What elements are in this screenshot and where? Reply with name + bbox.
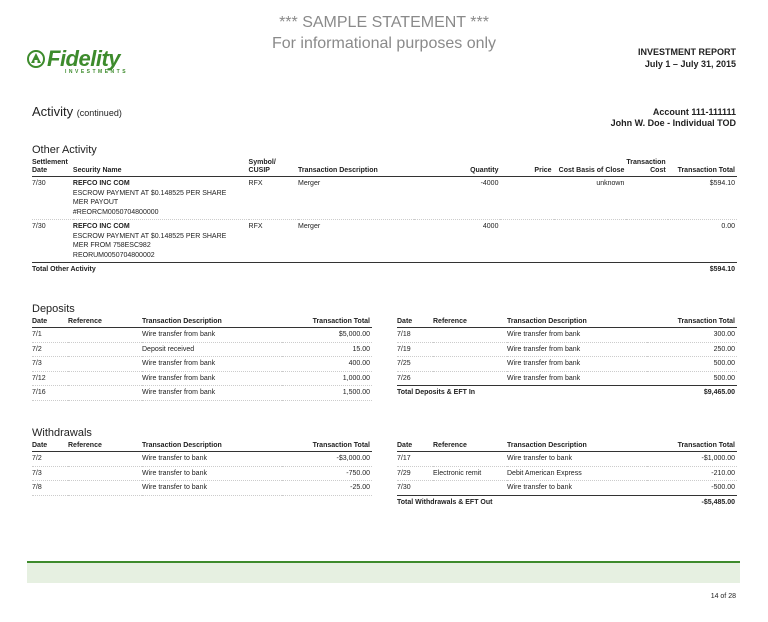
cell-quantity: -4000	[414, 177, 500, 220]
cell-quantity: 4000	[414, 220, 500, 263]
col-reference: Reference	[433, 442, 507, 452]
col-date: Date	[32, 442, 68, 452]
cell-total: 15.00	[282, 342, 372, 357]
table-header-row	[32, 442, 372, 452]
table-row	[32, 342, 372, 357]
security-detail: #REORCM0050704800000	[72, 208, 159, 216]
withdrawals-left	[32, 442, 372, 496]
cell-date: 7/19	[397, 342, 433, 357]
cell-reference	[68, 452, 142, 467]
security-detail: ESCROW PAYMENT AT $0.148525 PER SHARE	[72, 232, 227, 240]
table-row	[32, 371, 372, 386]
table-row	[32, 452, 372, 467]
table-row	[32, 357, 372, 372]
col-settlement-date: Settlement Date	[32, 159, 73, 177]
cell-description: Merger	[298, 177, 414, 220]
cell-total: 1,000.00	[282, 371, 372, 386]
total-label: Total Other Activity	[32, 263, 668, 277]
col-symbol-cusip: Symbol/ CUSIP	[249, 159, 298, 177]
section-title: Activity	[32, 104, 74, 119]
report-title: INVESTMENT REPORT	[637, 47, 736, 57]
col-description: Transaction Description	[507, 442, 647, 452]
cell-description: Wire transfer from bank	[507, 342, 647, 357]
sample-watermark-line2: For informational purposes only	[271, 35, 497, 52]
table-row	[397, 328, 737, 343]
cell-security	[73, 220, 249, 263]
withdrawals-table-left	[32, 442, 372, 496]
cell-total: $594.10	[668, 177, 737, 220]
cell-reference: Electronic remit	[433, 466, 507, 481]
cell-description: Wire transfer from bank	[142, 328, 282, 343]
cell-reference	[68, 328, 142, 343]
other-activity-title: Other Activity	[32, 144, 97, 156]
cell-date: 7/30	[32, 220, 73, 263]
table-row	[32, 466, 372, 481]
security-name: REFCO INC COM	[72, 223, 130, 230]
total-row	[397, 386, 737, 400]
cell-reference	[68, 466, 142, 481]
cell-date: 7/25	[397, 357, 433, 372]
col-date: Date	[32, 318, 68, 328]
cell-total: 500.00	[647, 371, 737, 386]
cell-date: 7/3	[32, 466, 68, 481]
total-value: $594.10	[668, 263, 737, 277]
cell-total: 500.00	[647, 357, 737, 372]
account-holder: John W. Doe - Individual TOD	[610, 118, 736, 128]
cell-date: 7/16	[32, 386, 68, 401]
deposits-title: Deposits	[32, 303, 75, 315]
cell-description: Wire transfer from bank	[507, 328, 647, 343]
col-reference: Reference	[68, 318, 142, 328]
col-total: Transaction Total	[647, 318, 737, 328]
cell-price	[500, 220, 553, 263]
cell-date: 7/1	[32, 328, 68, 343]
table-header-row	[397, 318, 737, 328]
cell-total: -210.00	[647, 466, 737, 481]
cell-cost-basis	[554, 220, 627, 263]
deposits-table-right	[397, 318, 737, 400]
table-row	[32, 328, 372, 343]
cell-transaction-cost	[626, 220, 667, 263]
col-transaction-cost: Transaction Cost	[626, 159, 667, 177]
col-total: Transaction Total	[282, 442, 372, 452]
cell-date: 7/2	[32, 452, 68, 467]
security-name: REFCO INC COM	[72, 180, 130, 187]
col-total: Transaction Total	[282, 318, 372, 328]
total-value: $9,465.00	[647, 386, 737, 400]
cell-date: 7/12	[32, 371, 68, 386]
cell-description: Wire transfer to bank	[142, 466, 282, 481]
account-number: Account 111-111111	[652, 107, 736, 117]
cell-date: 7/26	[397, 371, 433, 386]
fidelity-logo	[27, 48, 128, 75]
cell-description: Wire transfer from bank	[507, 371, 647, 386]
cell-total: 0.00	[668, 220, 737, 263]
col-price: Price	[500, 159, 553, 177]
cell-security	[73, 177, 249, 220]
table-header-row	[32, 159, 737, 177]
deposits-table-left	[32, 318, 372, 401]
cell-total: 250.00	[647, 342, 737, 357]
cell-description: Wire transfer from bank	[142, 357, 282, 372]
cell-description: Wire transfer from bank	[142, 371, 282, 386]
col-quantity: Quantity	[414, 159, 500, 177]
cell-date: 7/18	[397, 328, 433, 343]
col-security-name: Security Name	[73, 159, 249, 177]
cell-total: 300.00	[647, 328, 737, 343]
cell-description: Debit American Express	[507, 466, 647, 481]
cell-reference	[433, 481, 507, 496]
withdrawals-table-right	[397, 442, 737, 509]
logo-name: Fidelity	[47, 46, 121, 71]
table-row	[32, 386, 372, 401]
cell-description: Wire transfer to bank	[507, 481, 647, 496]
cell-reference	[68, 371, 142, 386]
total-value: -$5,485.00	[647, 495, 737, 509]
cell-total: -25.00	[282, 481, 372, 496]
page-number: 14 of 28	[710, 593, 736, 600]
cell-date: 7/3	[32, 357, 68, 372]
cell-reference	[68, 386, 142, 401]
security-detail: ESCROW PAYMENT AT $0.148525 PER SHARE	[72, 189, 227, 197]
cell-symbol: RFX	[249, 177, 298, 220]
sample-watermark-line1: *** SAMPLE STATEMENT ***	[279, 14, 489, 31]
col-description: Transaction Description	[142, 442, 282, 452]
cell-reference	[433, 452, 507, 467]
table-row	[397, 357, 737, 372]
cell-description: Wire transfer from bank	[507, 357, 647, 372]
other-activity-section	[32, 159, 737, 277]
cell-total: 400.00	[282, 357, 372, 372]
cell-total: 1,500.00	[282, 386, 372, 401]
total-label: Total Withdrawals & EFT Out	[397, 495, 647, 509]
table-row	[32, 220, 737, 263]
cell-reference	[68, 357, 142, 372]
security-detail: MER FROM 758ESC982	[72, 242, 151, 249]
cell-symbol: RFX	[249, 220, 298, 263]
cell-cost-basis: unknown	[554, 177, 627, 220]
cell-date: 7/30	[397, 481, 433, 496]
total-row	[32, 263, 737, 277]
cell-total: $5,000.00	[282, 328, 372, 343]
page-title	[32, 104, 122, 119]
cell-description: Deposit received	[142, 342, 282, 357]
cell-reference	[433, 342, 507, 357]
table-row	[397, 481, 737, 496]
security-detail: REORUM0050704800002	[72, 251, 155, 259]
fidelity-pyramid-icon	[27, 50, 45, 68]
table-row	[397, 452, 737, 467]
cell-description: Merger	[298, 220, 414, 263]
other-activity-table	[32, 159, 737, 277]
cell-description: Wire transfer to bank	[142, 481, 282, 496]
report-header	[638, 46, 736, 70]
col-description: Transaction Description	[507, 318, 647, 328]
table-header-row	[32, 318, 372, 328]
cell-date: 7/2	[32, 342, 68, 357]
cell-price	[500, 177, 553, 220]
col-description: Transaction Description	[298, 159, 414, 177]
deposits-left	[32, 318, 372, 401]
withdrawals-title: Withdrawals	[32, 427, 92, 439]
cell-reference	[68, 342, 142, 357]
withdrawals-right	[397, 442, 737, 509]
cell-reference	[68, 481, 142, 496]
col-date: Date	[397, 318, 433, 328]
total-row	[397, 495, 737, 509]
table-row	[397, 371, 737, 386]
cell-total: -500.00	[647, 481, 737, 496]
cell-date: 7/29	[397, 466, 433, 481]
security-detail: MER PAYOUT	[72, 199, 119, 206]
cell-transaction-cost	[626, 177, 667, 220]
col-description: Transaction Description	[142, 318, 282, 328]
cell-reference	[433, 328, 507, 343]
cell-reference	[433, 371, 507, 386]
col-transaction-total: Transaction Total	[668, 159, 737, 177]
cell-description: Wire transfer to bank	[507, 452, 647, 467]
table-row	[397, 466, 737, 481]
cell-total: -750.00	[282, 466, 372, 481]
table-row	[32, 177, 737, 220]
cell-date: 7/30	[32, 177, 73, 220]
report-period: July 1 – July 31, 2015	[644, 59, 736, 69]
footer-band	[27, 561, 740, 583]
col-reference: Reference	[433, 318, 507, 328]
cell-description: Wire transfer to bank	[142, 452, 282, 467]
total-label: Total Deposits & EFT In	[397, 386, 647, 400]
cell-description: Wire transfer from bank	[142, 386, 282, 401]
cell-date: 7/17	[397, 452, 433, 467]
account-info	[611, 107, 736, 129]
logo-subtitle: INVESTMENTS	[65, 69, 129, 75]
table-row	[397, 342, 737, 357]
deposits-right	[397, 318, 737, 400]
col-cost-basis: Cost Basis of Close	[554, 159, 627, 177]
cell-total: -$1,000.00	[647, 452, 737, 467]
cell-total: -$3,000.00	[282, 452, 372, 467]
cell-date: 7/8	[32, 481, 68, 496]
table-row	[32, 481, 372, 496]
cell-reference	[433, 357, 507, 372]
col-total: Transaction Total	[647, 442, 737, 452]
col-reference: Reference	[68, 442, 142, 452]
col-date: Date	[397, 442, 433, 452]
table-header-row	[397, 442, 737, 452]
section-suffix: (continued)	[76, 108, 122, 118]
